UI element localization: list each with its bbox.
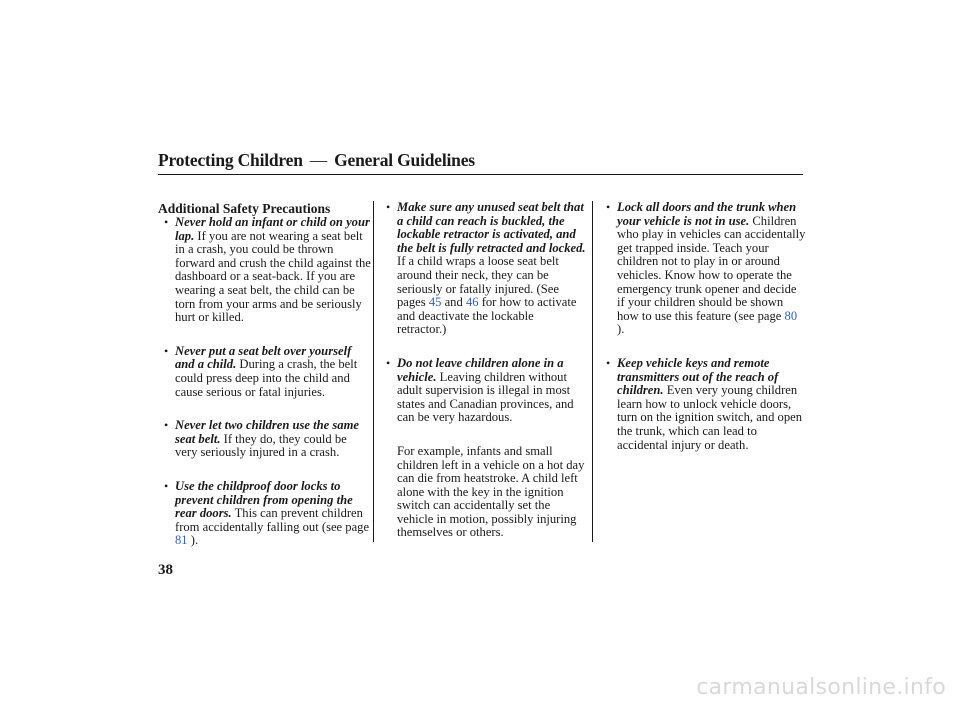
item-lead: Do not leave children alone in a vehicle.: [397, 355, 564, 384]
column-1: [158, 201, 371, 548]
header-title-left: Protecting Children: [158, 150, 303, 170]
page-number: 38: [158, 562, 173, 578]
paragraph-text: For example, infants and small children left in a vehicle on a hot day can die from heatstroke. A child left alone with the key in the ignition switch can accidentally set the vehicle in motion, possibly injuring themselves or others.: [397, 443, 585, 540]
list-item: [158, 480, 371, 548]
column-divider-right: [592, 201, 593, 542]
page-header: [158, 150, 475, 171]
bullet-icon: •: [164, 418, 169, 433]
list-item: [600, 201, 806, 337]
item-lead: Never hold an infant or child on your lap.: [175, 215, 370, 243]
list-item: [158, 216, 371, 325]
page-link-80[interactable]: 80: [784, 308, 798, 323]
bullet-icon: •: [606, 355, 611, 370]
item-lead: Never let two children use the same seat belt.: [175, 418, 359, 446]
item-lead: Lock all doors and the trunk when your vehicle is not in use.: [617, 200, 797, 228]
item-text: Leaving children without adult supervision is illegal in most states and Canadian provinces, and can be very hazardous.: [397, 369, 574, 425]
bullet-icon: •: [386, 200, 391, 214]
item-text-after: ).: [617, 322, 625, 337]
item-text: If they do, they could be very seriously injured in a crash.: [175, 431, 347, 460]
list-item: [600, 357, 806, 452]
column-2: [380, 201, 586, 540]
list-item: [158, 419, 371, 460]
item-text-and: and: [444, 295, 463, 310]
bullet-icon: •: [164, 343, 169, 358]
list-item: [380, 201, 586, 337]
item-text: During a crash, the belt could press deep into the child and cause serious or fatal injuries.: [175, 357, 358, 399]
header-title-right: General Guidelines: [334, 150, 475, 170]
page-link-81[interactable]: 81: [175, 533, 188, 548]
item-lead: Make sure any unused seat belt that a child can reach is buckled, the lockable retractor is activated, and the belt is fully retracted and locked.: [397, 200, 586, 255]
list-item: [380, 357, 586, 425]
page-link-45[interactable]: 45: [428, 295, 442, 310]
header-separator: —: [309, 150, 328, 170]
item-text: If a child wraps a loose seat belt around their neck, they can be seriously or fatally injured. (See pages: [397, 254, 559, 310]
item-text: Even very young children learn how to unlock vehicle doors, turn on the ignition switch, and open the trunk, which can lead to accidental injury or death.: [617, 383, 803, 452]
bullet-icon: •: [606, 200, 611, 214]
watermark: carmanualsonline.info: [696, 675, 946, 700]
item-text-after: for how to activate and deactivate the lockable retractor.): [397, 295, 577, 337]
bullet-icon: •: [164, 478, 169, 493]
item-text-after: ).: [190, 533, 199, 548]
item-text: Children who play in vehicles can accidentally get trapped inside. Teach your children not to play in or around vehicles. Know how to operate the emergency trunk opener and decide if your children should be shown how to use this feature (see page: [617, 213, 806, 323]
bullet-icon: •: [386, 355, 391, 370]
list-item: [158, 345, 371, 399]
paragraph: [380, 445, 586, 540]
header-rule: [158, 174, 803, 175]
item-lead: Keep vehicle keys and remote transmitters out of the reach of children.: [617, 355, 779, 398]
section-heading: Additional Safety Precautions: [158, 201, 331, 216]
item-text: This can prevent children from accidentally falling out (see page: [175, 506, 370, 534]
item-text: If you are not wearing a seat belt in a crash, you could be thrown forward and crush the child against the dashboard or a seat-back. If you are wearing a seat belt, the child can be torn from your arms and be seriously hurt or killed.: [175, 228, 371, 325]
column-3: [600, 201, 806, 452]
column-divider-left: [373, 201, 374, 542]
item-lead: Use the childproof door locks to prevent children from opening the rear doors.: [175, 478, 353, 521]
bullet-icon: •: [164, 215, 169, 229]
page-link-46[interactable]: 46: [465, 295, 479, 310]
item-lead: Never put a seat belt over yourself and a child.: [175, 343, 352, 372]
